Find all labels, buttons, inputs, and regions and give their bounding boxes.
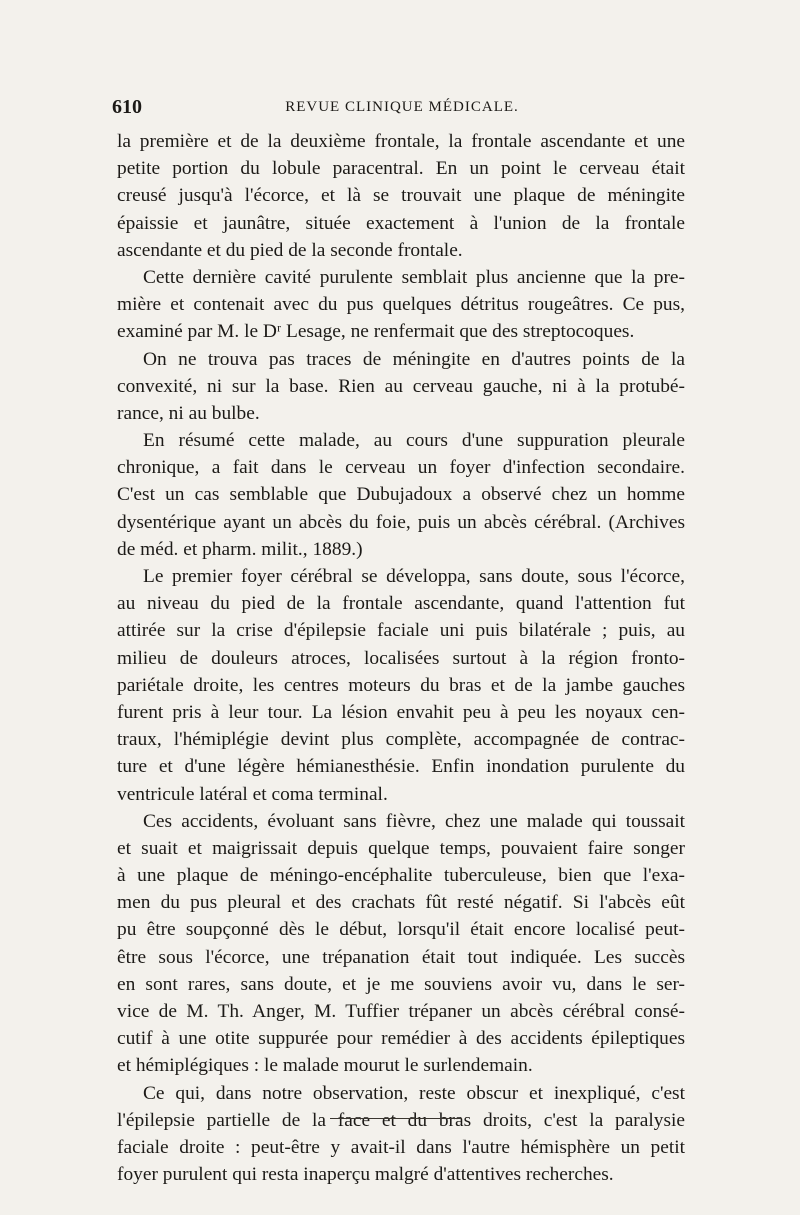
text-line: l'épilepsie partielle de la face et du bras droits, c'est la paralysie bbox=[117, 1109, 685, 1131]
text-line: ascendante et du pied de la seconde frontale. bbox=[117, 239, 463, 261]
running-title: REVUE CLINIQUE MÉDICALE. bbox=[285, 99, 519, 115]
text-line: être sous l'écorce, une trépanation était tout indiquée. Les succès bbox=[117, 946, 685, 968]
text-line: à une plaque de méningo-encéphalite tuberculeuse, bien que l'exa- bbox=[117, 865, 685, 887]
text-line: furent pris à leur tour. La lésion envahit peu à peu les noyaux cen- bbox=[117, 701, 685, 723]
text-line: mière et contenait avec du pus quelques détritus rougeâtres. Ce pus, bbox=[117, 294, 685, 316]
text-line: Le premier foyer cérébral se développa, sans doute, sous l'écorce, bbox=[143, 566, 685, 587]
text-line: chronique, a fait dans le cerveau un foyer d'infection secondaire. bbox=[117, 457, 685, 479]
text-line: pu être soupçonné dès le début, lorsqu'il était encore localisé peut- bbox=[117, 919, 685, 941]
text-line: épaissie et jaunâtre, située exactement à l'union de la frontale bbox=[117, 212, 685, 234]
text-line: cutif à une otite suppurée pour remédier à des accidents épileptiques bbox=[117, 1028, 685, 1050]
text-line: convexité, ni sur la base. Rien au cerveau gauche, ni à la protubé- bbox=[117, 375, 685, 397]
text-line: On ne trouva pas traces de méningite en d'autres points de la bbox=[143, 348, 685, 370]
text-line: ture et d'une légère hémianesthésie. Enfin inondation purulente du bbox=[117, 756, 685, 778]
text-line: Ces accidents, évoluant sans fièvre, chez une malade qui toussait bbox=[143, 810, 685, 832]
text-line: la première et de la deuxième frontale, la frontale ascendante et une bbox=[117, 131, 685, 152]
text-line: ventricule latéral et coma terminal. bbox=[117, 783, 388, 805]
page-number: 610 bbox=[112, 96, 142, 118]
text-line: examiné par M. le Dʳ Lesage, ne renfermait que des streptocoques. bbox=[117, 321, 635, 343]
text-line: milieu de douleurs atroces, localisées surtout à la région fronto- bbox=[117, 647, 685, 669]
body-text bbox=[117, 128, 685, 1188]
text-line: de méd. et pharm. milit., 1889.) bbox=[117, 538, 363, 560]
page-header bbox=[112, 96, 692, 122]
text-line: attirée sur la crise d'épilepsie faciale uni puis bilatérale ; puis, au bbox=[117, 620, 685, 642]
footnote-rule bbox=[330, 1118, 462, 1119]
text-line: et suait et maigrissait depuis quelque temps, pouvaient faire songer bbox=[117, 837, 685, 859]
text-line: vice de M. Th. Anger, M. Tuffier trépaner un abcès cérébral consé- bbox=[117, 1001, 685, 1022]
text-line: petite portion du lobule paracentral. En un point le cerveau était bbox=[117, 158, 685, 180]
text-line: faciale droite : peut-être y avait-il dans l'autre hémisphère un petit bbox=[117, 1136, 685, 1158]
text-line: Cette dernière cavité purulente semblait plus ancienne que la pre- bbox=[143, 266, 685, 288]
text-line: et hémiplégiques : le malade mourut le surlendemain. bbox=[117, 1055, 533, 1077]
text-line: creusé jusqu'à l'écorce, et là se trouvait une plaque de méningite bbox=[117, 185, 685, 207]
text-line: men du pus pleural et des crachats fût resté négatif. Si l'abcès eût bbox=[117, 892, 685, 914]
text-line: C'est un cas semblable que Dubujadoux a observé chez un homme bbox=[117, 484, 685, 506]
text-line: foyer purulent qui resta inaperçu malgré d'attentives recherches. bbox=[117, 1164, 614, 1186]
text-line: au niveau du pied de la frontale ascendante, quand l'attention fut bbox=[117, 593, 685, 615]
text-line: traux, l'hémiplégie devint plus complète, accompagnée de contrac- bbox=[117, 729, 685, 751]
text-line: pariétale droite, les centres moteurs du bras et de la jambe gauches bbox=[117, 674, 685, 696]
text-line: Ce qui, dans notre observation, reste obscur et inexpliqué, c'est bbox=[143, 1082, 685, 1104]
text-line: En résumé cette malade, au cours d'une suppuration pleurale bbox=[143, 430, 685, 452]
text-line: rance, ni au bulbe. bbox=[117, 402, 260, 424]
text-line: dysentérique ayant un abcès du foie, puis un abcès cérébral. (Archives bbox=[117, 511, 685, 533]
text-line: en sont rares, sans doute, et je me souviens avoir vu, dans le ser- bbox=[117, 973, 685, 995]
